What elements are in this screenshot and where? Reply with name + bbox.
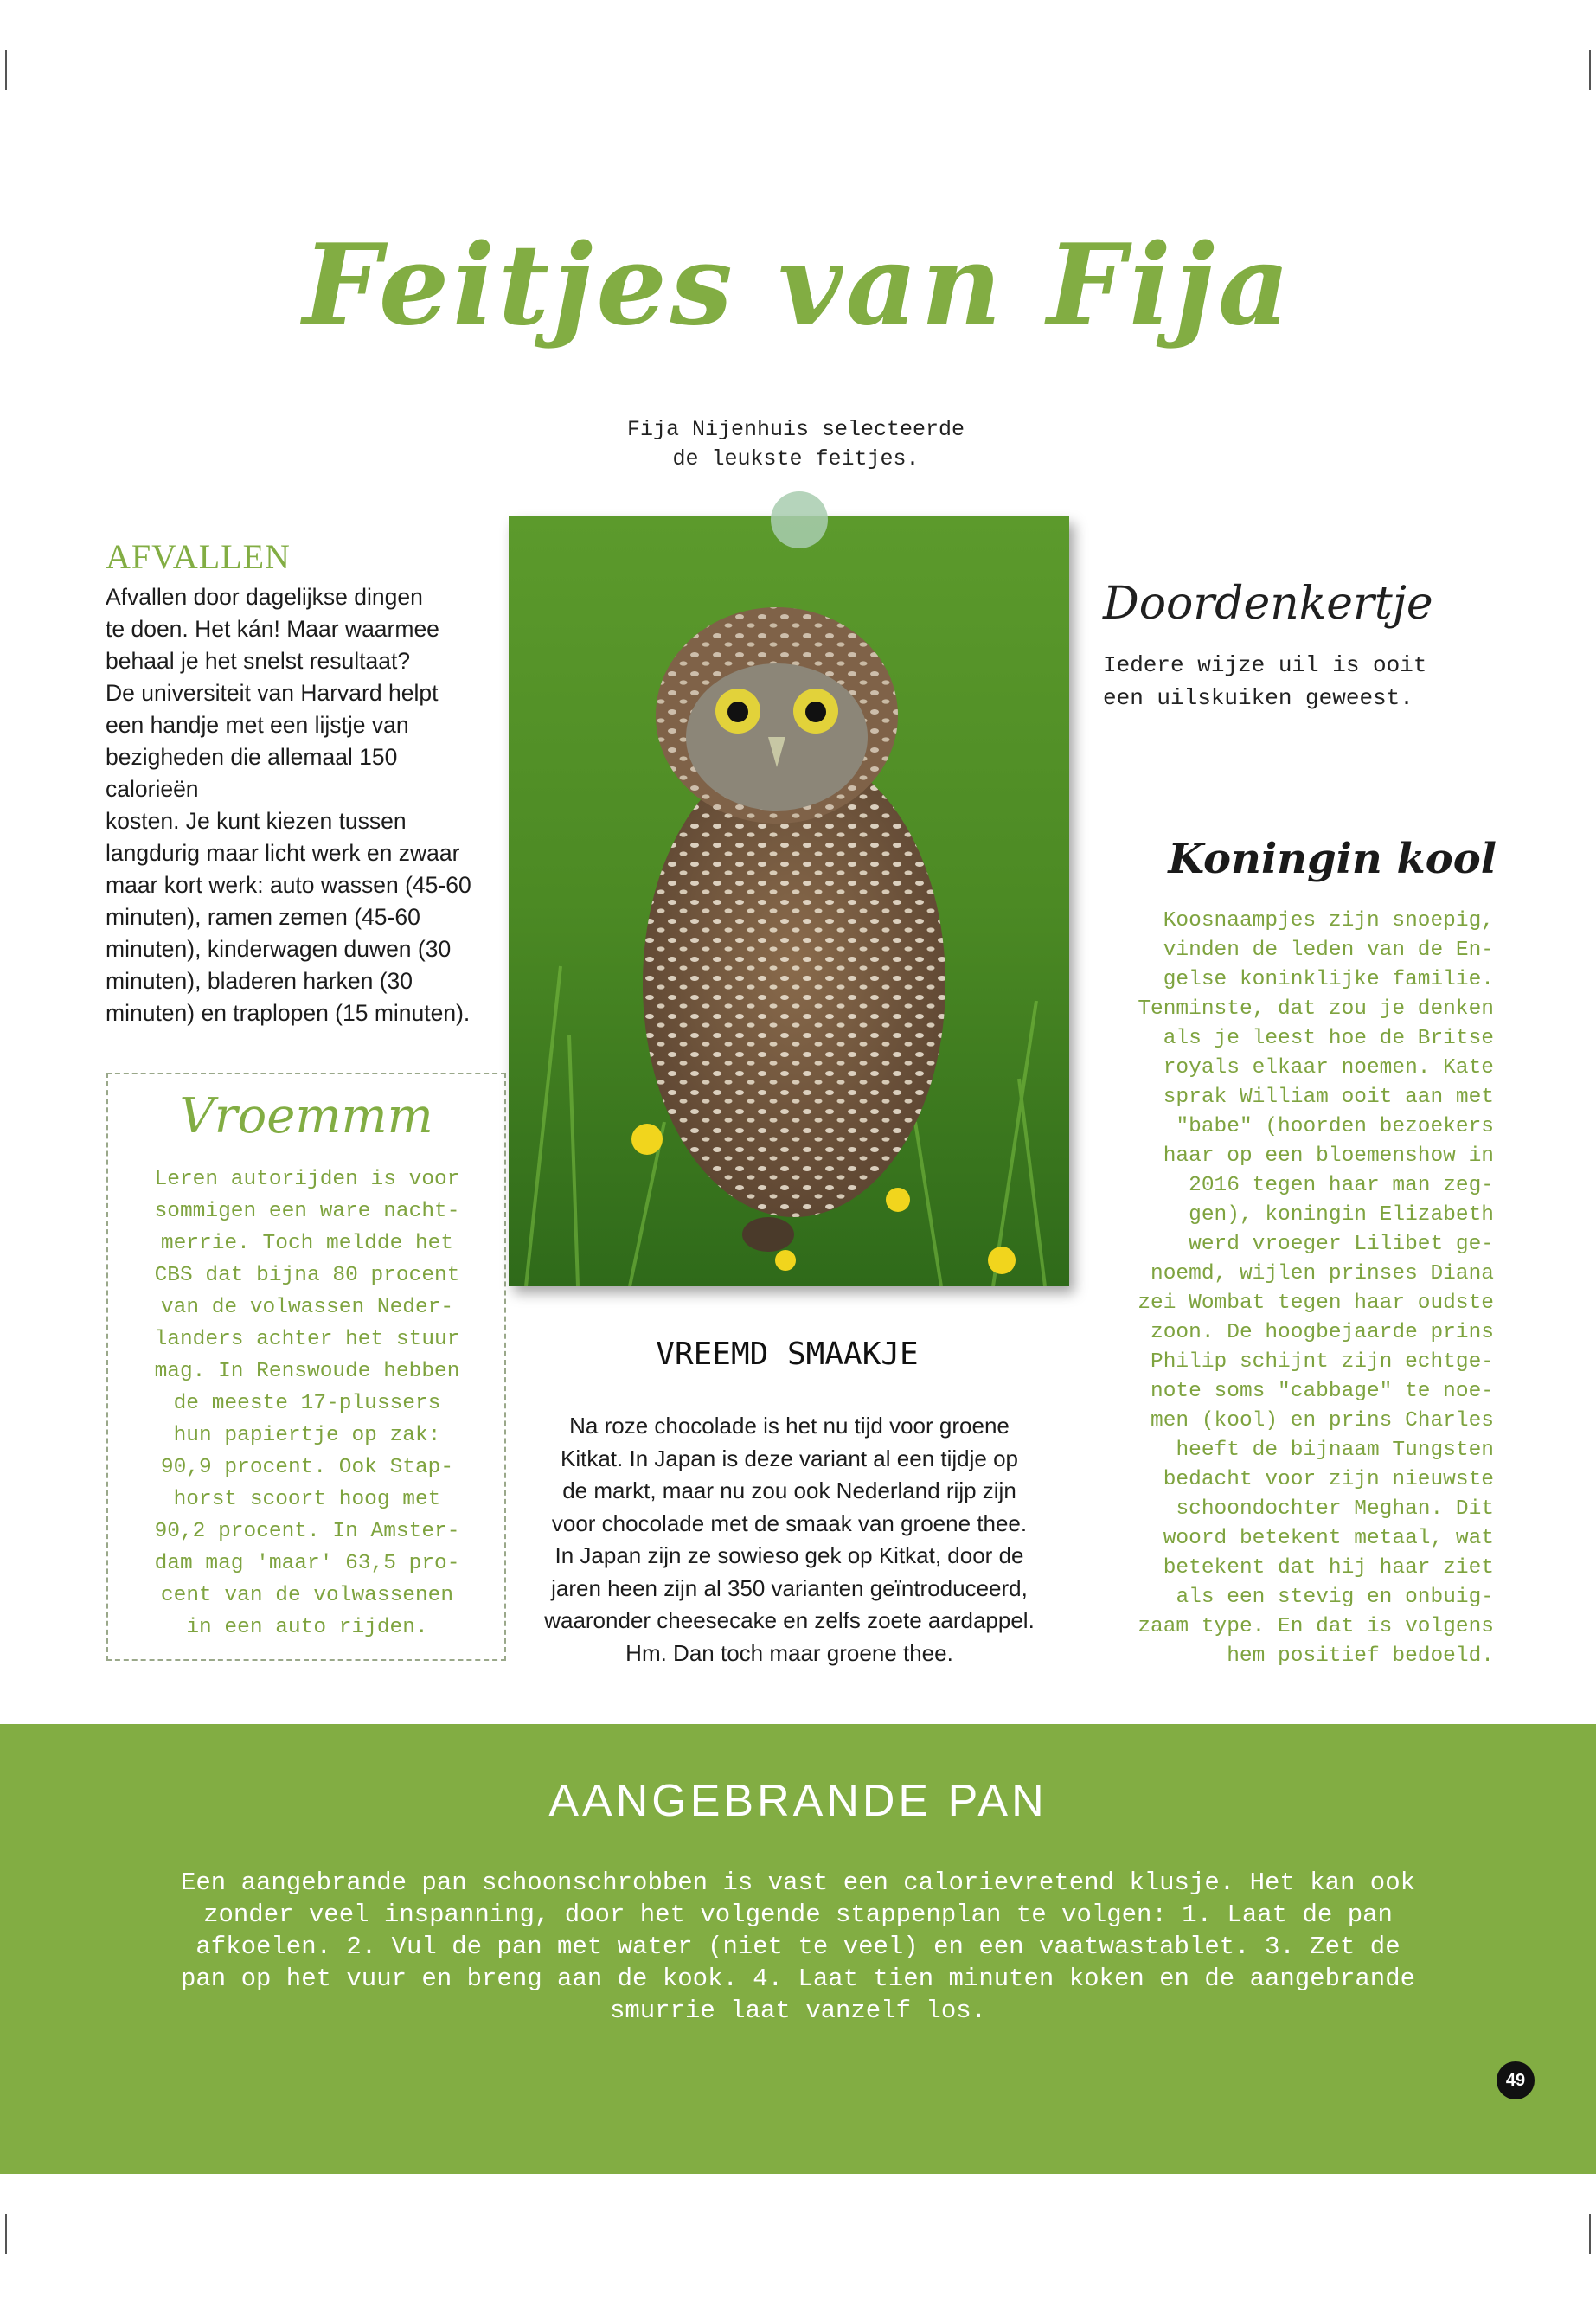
koningin-kool-heading: Koningin kool [1168,835,1497,883]
text-line: 90,9 procent. Ook Stap- [160,1456,454,1479]
afvallen-body [106,581,478,1029]
text-line: mag. In Renswoude hebben [154,1360,460,1383]
text-line: te doen. Het kán! Maar waarmee [106,616,439,642]
text-line: zonder veel inspanning, door het volgende stappenplan te volgen: 1. Laat de pan [203,1900,1393,1929]
text-line: noemd, wijlen prinses Diana [1151,1262,1494,1285]
text-line: van de volwassen Neder- [160,1296,454,1319]
text-line: smurrie laat vanzelf los. [609,1997,987,2025]
text-line: Een aangebrande pan schoonschrobben is vast een calorievretend klusje. Het kan ook [180,1868,1416,1897]
text-line: bezigheden die allemaal 150 calorieën [106,744,398,802]
page-number: 49 [1497,2061,1535,2099]
text-line: horst scoort hoog met [173,1488,441,1511]
text-line: een uilskuiken geweest. [1103,685,1413,711]
text-line: als een stevig en onbuig- [1176,1586,1494,1609]
aangebrande-pan-heading: AANGEBRANDE PAN [548,1776,1048,1826]
text-line: gen), koningin Elizabeth [1189,1203,1494,1227]
text-line: 2016 tegen haar man zeg- [1189,1174,1494,1197]
text-line: Hm. Dan toch maar groene thee. [625,1639,953,1666]
page-title: Feitjes van Fija [302,221,1294,350]
doordenkertje-heading: Doordenkertje [1103,578,1433,630]
text-line: Tenminste, dat zou je denken [1138,997,1494,1021]
aangebrande-pan-body [130,1867,1466,2027]
crop-mark-top-right [1589,50,1591,90]
vroemmm-heading: Vroemmm [179,1088,433,1144]
text-line: In Japan zijn ze sowieso gek op Kitkat, door de [554,1542,1024,1568]
text-line: dam mag 'maar' 63,5 pro- [154,1552,460,1575]
text-line: heeft de bijnaam Tungsten [1176,1439,1494,1462]
text-line: Koosnaampjes zijn snoepig, [1163,909,1494,933]
text-line: langdurig maar licht werk en zwaar [106,840,460,866]
vroemmm-body [130,1163,484,1644]
text-line: gelse koninklijke familie. [1163,968,1494,991]
owl-photo [509,516,1069,1286]
text-line: als je leest hoe de Britse [1163,1027,1494,1050]
text-line: cent van de volwassenen [160,1584,454,1607]
text-line: kosten. Je kunt kiezen tussen [106,808,407,834]
page-subtitle: Fija Nijenhuis selecteerde de leukste feitjes. [626,417,965,471]
text-line: jaren heen zijn al 350 varianten geïntroduceerd, [551,1574,1028,1601]
text-line: hem positief bedoeld. [1227,1644,1494,1668]
crop-mark-top-left [5,50,7,90]
pin-dot [771,491,828,548]
text-line: Iedere wijze uil is ooit [1103,652,1427,678]
text-line: pan op het vuur en breng aan de kook. 4. Laat tien minuten koken en de aangebrande [180,1965,1416,1993]
text-line: in een auto rijden. [186,1616,428,1639]
text-line: schoondochter Meghan. Dit [1176,1497,1494,1521]
text-line: betekent dat hij haar ziet [1163,1556,1494,1580]
text-line: de markt, maar nu zou ook Nederland rijp zijn [562,1477,1016,1503]
text-line: minuten), kinderwagen duwen (30 [106,936,452,962]
text-line: minuten), bladeren harken (30 [106,968,413,994]
text-line: Leren autorijden is voor [154,1168,460,1191]
crop-mark-bottom-right [1589,2214,1591,2254]
text-line: merrie. Toch meldde het [160,1232,454,1255]
text-line: afkoelen. 2. Vul de pan met water (niet te veel) en een vaatwastablet. 3. Zet de [195,1932,1401,1961]
text-line: Kitkat. In Japan is deze variant al een tijdje op [561,1445,1018,1471]
text-line: werd vroeger Lilibet ge- [1189,1233,1494,1256]
text-line: de meeste 17-plussers [173,1392,441,1415]
text-line: note soms "cabbage" te noe- [1151,1380,1494,1403]
text-line: minuten) en traplopen (15 minuten). [106,1000,471,1026]
vreemd-smaakje-body [532,1410,1047,1670]
text-line: bedacht voor zijn nieuwste [1163,1468,1494,1491]
text-line: zoon. De hoogbejaarde prins [1151,1321,1494,1344]
text-line: waaronder cheesecake en zelfs zoete aardappel. [544,1607,1035,1633]
text-line: maar kort werk: auto wassen (45-60 [106,872,471,898]
doordenkertje-body [1103,649,1501,715]
text-line: Afvallen door dagelijkse dingen [106,584,423,610]
koningin-kool-body [1100,907,1494,1671]
text-line: haar op een bloemenshow in [1163,1144,1494,1168]
text-line: vinden de leden van de En- [1163,939,1494,962]
text-line: behaal je het snelst resultaat? [106,648,411,674]
text-line: Na roze chocolade is het nu tijd voor groene [569,1413,1010,1439]
text-line: Philip schijnt zijn echtge- [1151,1350,1494,1374]
text-line: men (kool) en prins Charles [1151,1409,1494,1433]
afvallen-heading: AFVALLEN [106,537,291,576]
text-line: landers achter het stuur [154,1328,460,1351]
text-line: sprak William ooit aan met [1163,1086,1494,1109]
text-line: woord betekent metaal, wat [1163,1527,1494,1550]
text-line: royals elkaar noemen. Kate [1163,1056,1494,1080]
text-line: een handje met een lijstje van [106,712,409,738]
text-line: 90,2 procent. In Amster- [154,1520,460,1543]
text-line: zaam type. En dat is volgens [1138,1615,1494,1638]
vreemd-smaakje-heading: VREEMD SMAAKJE [656,1336,919,1372]
text-line: De universiteit van Harvard helpt [106,680,439,706]
text-line: minuten), ramen zemen (45-60 [106,904,420,930]
text-line: hun papiertje op zak: [173,1424,441,1447]
text-line: voor chocolade met de smaak van groene thee. [551,1509,1028,1536]
text-line: zei Wombat tegen haar oudste [1138,1292,1494,1315]
crop-mark-bottom-left [5,2214,7,2254]
text-line: CBS dat bijna 80 procent [154,1264,460,1287]
text-line: sommigen een ware nacht- [154,1200,460,1223]
text-line: "babe" (hoorden bezoekers [1176,1115,1494,1138]
